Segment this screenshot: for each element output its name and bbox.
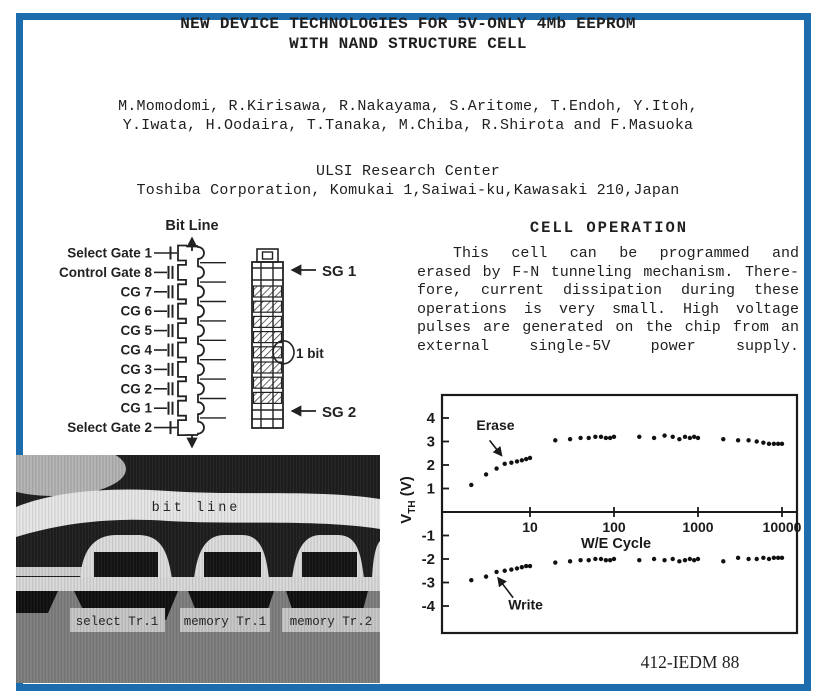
data-point [612,435,616,439]
erase-series [469,433,784,487]
gate-label: CG 5 [120,323,152,339]
data-point [755,557,759,561]
paragraph-line: erased by F-N tunneling mechanism. There- [417,263,799,281]
write-annotation: Write [508,596,543,613]
gate-label: Select Gate 2 [67,420,152,436]
annotation-arrow [490,440,502,455]
data-point [677,559,681,563]
paragraph-line: This cell can be programmed and [453,245,799,262]
data-point [528,564,532,568]
data-point [604,558,608,562]
data-point [746,438,750,442]
data-point [604,436,608,440]
poly-rail [178,246,186,436]
data-point [553,560,557,564]
data-point [683,558,687,562]
data-point [608,436,612,440]
data-point [528,456,532,460]
cell-operation-paragraph [417,245,799,357]
memory-cell-stripes [254,286,282,403]
scanline-texture [16,455,380,683]
affiliation-line1: ULSI Research Center [315,163,501,180]
paragraph-line: pulses are generated on the chip from an [417,319,799,337]
y-tick-label: 4 [426,410,435,427]
y-tick-label: 1 [426,480,435,498]
y-tick-label: -4 [421,598,435,615]
erase-annotation: Erase [476,416,515,433]
data-point [688,436,692,440]
cell-layout-diagram [252,249,294,428]
data-point [578,558,582,562]
data-point [721,437,725,441]
memory-cell-stripe [254,332,282,343]
data-point [469,578,473,582]
memory-cell-stripe [254,392,282,403]
data-point [587,558,591,562]
data-point [524,564,528,568]
memory-cell-stripe [254,347,282,358]
x-tick-label: 10 [522,519,538,535]
memory-cell-stripe [254,316,282,327]
x-tick-label: 1000 [682,519,714,535]
data-point [755,439,759,443]
authors-line2: Y.Iwata, H.Oodaira, T.Tanaka, M.Chiba, R.Shirota and F.Masuoka [122,117,694,134]
memory-cell-stripe [254,301,282,312]
data-point [469,483,473,487]
data-point [776,442,780,446]
data-point [494,466,498,470]
data-point [761,440,765,444]
memory-cell-stripe [254,362,282,373]
data-point [509,567,513,571]
data-point [662,558,666,562]
data-point [637,435,641,439]
data-point [587,436,591,440]
data-point [553,438,557,442]
data-point [503,569,507,573]
nand-string-schematic [40,213,370,458]
data-point [637,558,641,562]
page-number: 412-IEDM 88 [640,652,740,672]
gate-label: CG 6 [120,303,152,319]
data-point [772,442,776,446]
data-point [677,437,681,441]
data-point [568,559,572,563]
paragraph-line: external single-5V power supply. [417,337,799,355]
gate-label: CG 7 [120,284,152,300]
data-point [692,558,696,562]
authors-line1: M.Momodomi, R.Kirisawa, R.Nakayama, S.Aritome, T.Endoh, Y.Itoh, [118,98,698,115]
memory-cell-stripe [254,286,282,297]
y-tick-label: -1 [421,527,435,545]
vth-we-cycle-chart [398,388,808,646]
data-point [568,437,572,441]
x-tick-label: 100 [602,519,626,535]
gate-label: CG 3 [120,361,152,377]
data-point [683,435,687,439]
bit-line-label: Bit Line [165,218,219,234]
data-point [780,442,784,446]
data-point [688,557,692,561]
y-tick-label: 2 [426,457,435,474]
sg2-label: SG 2 [322,404,357,421]
data-point [671,435,675,439]
data-point [503,462,507,466]
data-point [509,460,513,464]
sg1-label: SG 1 [322,263,357,280]
write-series [469,556,784,583]
paper-title-line1: NEW DEVICE TECHNOLOGIES FOR 5V-ONLY 4Mb EEPROM [180,15,636,33]
data-point [780,556,784,560]
data-point [696,557,700,561]
y-tick-label: -2 [421,551,435,568]
data-point [484,574,488,578]
data-point [736,438,740,442]
data-point [599,557,603,561]
sem-micrograph [16,455,380,683]
data-point [671,557,675,561]
data-point [484,472,488,476]
data-point [767,557,771,561]
y-axis-label: $V_{TH}$ (V) [398,476,418,524]
data-point [515,566,519,570]
paper-title-line2: WITH NAND STRUCTURE CELL [289,35,527,53]
data-point [746,557,750,561]
data-point [652,436,656,440]
x-axis-label: W/E Cycle [580,536,652,552]
data-point [494,570,498,574]
data-point [652,557,656,561]
data-point [776,556,780,560]
data-point [767,442,771,446]
section-heading: CELL OPERATION [529,219,689,237]
data-point [520,458,524,462]
paragraph-line: operations is very small. High voltage [417,300,799,318]
data-point [608,558,612,562]
data-point [520,565,524,569]
y-tick-label: 3 [426,433,435,451]
data-point [599,435,603,439]
data-point [696,436,700,440]
y-tick-label: -3 [421,574,435,592]
data-point [692,435,696,439]
paragraph-line: fore, current dissipation during these [417,282,799,300]
transistor-chain [59,246,226,436]
gate-label: CG 1 [120,400,152,416]
data-point [721,559,725,563]
data-point [772,556,776,560]
gate-label: CG 4 [120,342,152,358]
data-point [736,556,740,560]
data-point [578,436,582,440]
data-point [593,435,597,439]
x-tick-label: 10000 [762,519,802,535]
data-point [515,459,519,463]
data-point [662,433,666,437]
data-point [593,557,597,561]
gate-label: CG 2 [120,381,152,397]
data-point [524,457,528,461]
data-point [612,557,616,561]
gate-label: Control Gate 8 [58,264,152,280]
gate-label: Select Gate 1 [67,245,152,261]
annotation-arrow [498,578,513,598]
one-bit-label: 1 bit [296,346,324,361]
affiliation-line2: Toshiba Corporation, Komukai 1,Saiwai-ku,Kawasaki 210,Japan [136,182,680,199]
memory-cell-stripe [254,377,282,388]
data-point [761,556,765,560]
